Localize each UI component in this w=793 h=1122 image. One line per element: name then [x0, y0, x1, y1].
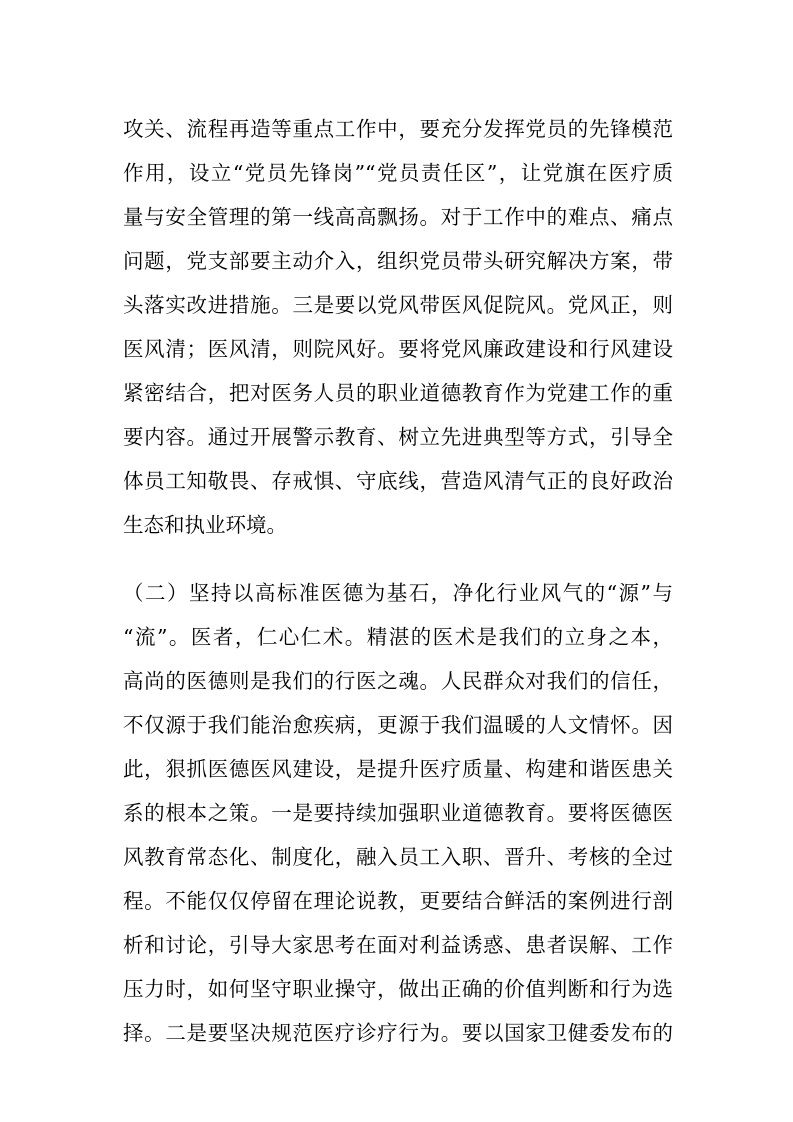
paragraph-2-line-1: （二）坚持以高标准医德为基石，净化行业风气的“源”与 — [123, 581, 673, 605]
paragraph-1-line-4: 问题，党支部要主动介入，组织党员带头研究解决方案，带 — [123, 249, 673, 273]
paragraph-1-line-8: 要内容。通过开展警示教育、树立先进典型等方式，引导全 — [123, 425, 673, 449]
paragraph-2-line-2: “流”。医者，仁心仁术。精湛的医术是我们的立身之本， — [123, 625, 673, 649]
paragraph-1-line-10: 生态和执业环境。 — [123, 513, 287, 537]
paragraph-1-line-9: 体员工知敬畏、存戒惧、守底线，营造风清气正的良好政治 — [123, 469, 673, 493]
paragraph-2-line-11: 择。二是要坚决规范医疗诊疗行为。要以国家卫健委发布的 — [123, 1021, 673, 1045]
paragraph-2-line-5: 此，狠抓医德医风建设，是提升医疗质量、构建和谐医患关 — [123, 757, 673, 781]
paragraph-2-line-4: 不仅源于我们能治愈疾病，更源于我们温暖的人文情怀。因 — [123, 713, 673, 737]
paragraph-1-line-3: 量与安全管理的第一线高高飘扬。对于工作中的难点、痛点 — [123, 205, 673, 229]
paragraph-1-line-1: 攻关、流程再造等重点工作中，要充分发挥党员的先锋模范 — [123, 117, 673, 141]
paragraph-2-line-6: 系的根本之策。一是要持续加强职业道德教育。要将医德医 — [123, 801, 673, 825]
paragraph-2-line-3: 高尚的医德则是我们的行医之魂。人民群众对我们的信任， — [123, 669, 673, 693]
paragraph-1-line-2: 作用，设立“党员先锋岗”“党员责任区”，让党旗在医疗质 — [123, 161, 673, 185]
paragraph-2-line-9: 析和讨论，引导大家思考在面对利益诱惑、患者误解、工作 — [123, 933, 673, 957]
paragraph-2-line-7: 风教育常态化、制度化，融入员工入职、晋升、考核的全过 — [123, 845, 673, 869]
paragraph-2-line-10: 压力时，如何坚守职业操守，做出正确的价值判断和行为选 — [123, 977, 673, 1001]
paragraph-1-line-5: 头落实改进措施。三是要以党风带医风促院风。党风正，则 — [123, 293, 673, 317]
paragraph-1-line-6: 医风清；医风清，则院风好。要将党风廉政建设和行风建设 — [123, 337, 673, 361]
paragraph-2-line-8: 程。不能仅仅停留在理论说教，更要结合鲜活的案例进行剖 — [123, 889, 673, 913]
paragraph-1-line-7: 紧密结合，把对医务人员的职业道德教育作为党建工作的重 — [123, 381, 673, 405]
